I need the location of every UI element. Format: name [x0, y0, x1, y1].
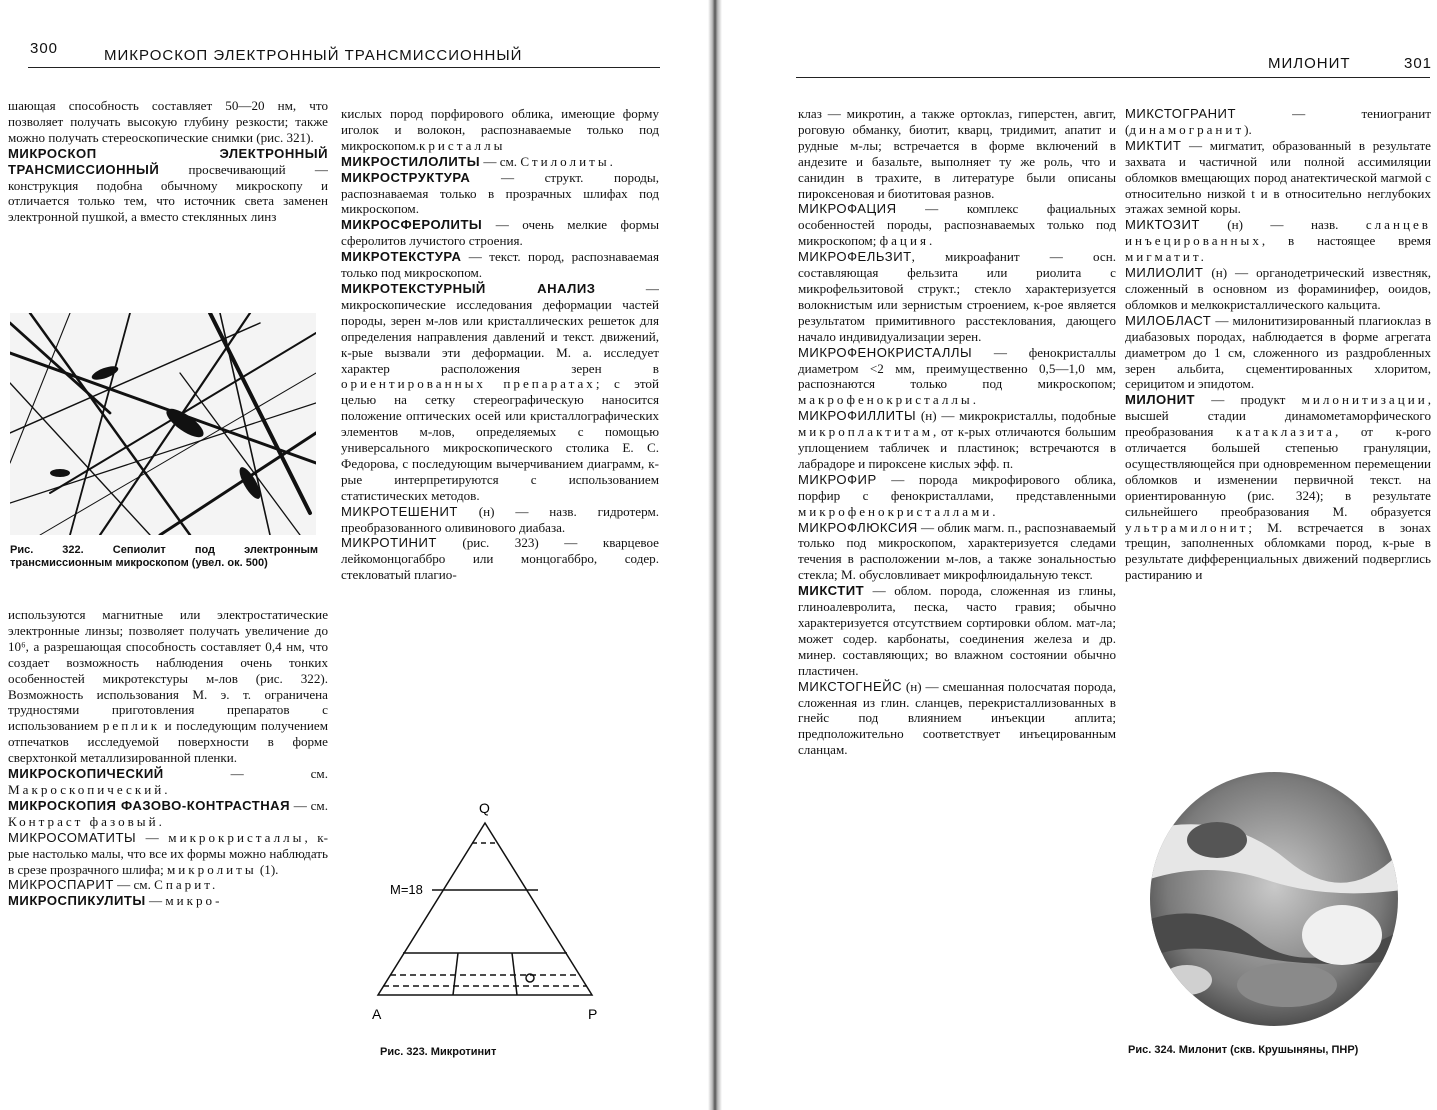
entry-term: МИКРОТЕШЕНИТ	[341, 503, 458, 519]
dictionary-entry	[341, 106, 659, 154]
spaced-reference: мигматит.	[1125, 249, 1207, 265]
spaced-reference: реплик	[102, 718, 161, 734]
entry-term: МИКТОЗИТ	[1125, 217, 1200, 233]
spaced-reference: макрофенокристаллы.	[798, 392, 979, 408]
spaced-reference: микрофенокристаллами.	[798, 503, 999, 519]
left-col1-bottom	[8, 607, 328, 1057]
header-rule-right	[796, 77, 1430, 78]
dictionary-entry	[798, 106, 1116, 201]
dictionary-entry	[8, 98, 328, 146]
entry-text: — текст. пород, распознаваемая только под микроскопом.	[341, 249, 659, 281]
entry-text: (1).	[256, 861, 279, 877]
entry-text: — милонитизированный плагиоклаз в диабазовых породах, наблюдается в форме агрегата диаметром до 1 см, сложенного из раздробленных зерен альбита, сцементированных хлоритом, серицитом и эпидотом.	[1125, 312, 1431, 392]
m-value-label: M=18	[390, 882, 423, 897]
spaced-reference: Макроскопический.	[8, 781, 171, 797]
entry-text: — см.	[113, 877, 155, 893]
entry-text: и последующим получением отпечатков исследуемой поверхности в форме сверхтонкой металлизированной пленки.	[8, 718, 328, 766]
figure-322-caption: Рис. 322. Сепиолит под электронным трансмиссионным микроскопом (увел. ок. 500)	[10, 544, 318, 569]
entry-text: просвечивающий — конструкция подобна обычному микроскопу и отличается только тем, что источник света заменен электронной пушкой, а вместо стеклянных линз	[8, 161, 328, 225]
entry-term: МИКСТОГНЕЙС	[798, 678, 903, 694]
dictionary-entry	[8, 798, 328, 830]
entry-text: шающая способность составляет 50—20 нм, что позволяет получать высокую глубину резкости; также можно получать стереоскопические снимки (рис. 321).	[8, 98, 328, 145]
entry-term: МИКСТИТ	[798, 583, 865, 599]
right-col2	[1125, 106, 1431, 726]
entry-term: МИКРОСКОПИЯ ФАЗОВО-КОНТРАСТНАЯ	[8, 797, 291, 813]
entry-term: МИКРОФИР	[798, 471, 877, 487]
entry-term: МИКРОСТРУКТУРА	[341, 169, 471, 185]
entry-text: —	[145, 893, 166, 909]
dictionary-entry	[798, 201, 1116, 249]
entry-text: ).	[1244, 121, 1252, 137]
entry-term: МИЛОБЛАСТ	[1125, 312, 1212, 328]
entry-term: МИЛОНИТ	[1125, 392, 1196, 408]
dictionary-entry	[341, 154, 659, 170]
entry-text: , высшей стадии динамометаморфического преобразования	[1125, 392, 1431, 440]
running-head-left: МИКРОСКОП ЭЛЕКТРОННЫЙ ТРАНСМИССИОННЫЙ	[104, 47, 523, 64]
dictionary-entry	[1125, 392, 1431, 583]
entry-text: , в настоящее время	[1261, 233, 1431, 249]
spaced-reference: Контраст фазовый.	[8, 813, 165, 829]
dictionary-entry	[341, 504, 659, 536]
entry-text: , от к-рых отличаются большим уплощением табличек и пластинок; встречаются в лабрадоре и пироксене кислых эфф. п.	[798, 424, 1116, 471]
dictionary-entry	[341, 217, 659, 249]
dictionary-entry	[798, 679, 1116, 759]
entry-text: , от к-рого отличается большей степенью грануляции, осуществляющейся при одновременном перемещении обломков и изменении первичной текст. на ориентированную (рис. 324); в результате сильнейшего преобразования М. образуется	[1125, 424, 1431, 519]
entry-text: (н) — назв. гидротерм. преобразованного оливинового диабаза.	[341, 503, 659, 535]
dictionary-entry	[798, 345, 1116, 409]
spaced-reference: ультрамилонит	[1125, 519, 1249, 535]
left-col1-top	[8, 98, 328, 310]
entry-text: — продукт	[1195, 392, 1302, 408]
spaced-reference: катаклазита	[1236, 424, 1335, 440]
figure-324-caption: Рис. 324. Милонит (скв. Крушыняны, ПНР)	[1128, 1044, 1359, 1056]
entry-text: (н) — смешанная полосчатая порода, сложенная из глин. сланцев, перекристаллизованных в гнейс под влиянием инъекции аплита; предположительно соответствует инъецированным сланцам.	[798, 678, 1116, 758]
dictionary-entry	[1125, 138, 1431, 218]
entry-term: МИКРОТИНИТ	[341, 535, 437, 551]
entry-term: МИКРОФЕЛЬЗИТ	[798, 249, 912, 265]
dictionary-entry	[8, 830, 328, 878]
spaced-reference: милонитизации	[1301, 392, 1428, 408]
entry-term: МИКРОСТИЛОЛИТЫ	[341, 153, 481, 169]
right-col1	[798, 106, 1116, 1066]
figure-323-ternary-diagram	[360, 795, 620, 1030]
dictionary-entry	[341, 281, 659, 504]
corner-a-label: A	[372, 1006, 382, 1022]
entry-text: используются магнитные или электростатические электронные линзы; позволяет получать увеличение до 10⁶, а разрешающая способность составляет 0,4 нм, что создает возможность наблюдения очень тонких особенностей микротекстуры м-лов (рис. 322). Возможность использования М. э. т. ограничена трудностями приготовления препаратов с использованием	[8, 607, 328, 734]
left-page	[0, 0, 712, 1110]
entry-text: , микроафанит — осн. составляющая фельзита или риолита с микрофельзитовой структ.; стекло характеризуется волокнистым или зернистым строением, к-рое является результатом примитивного расстеклования, дающего начало индивидуализации зерен.	[798, 249, 1116, 344]
entry-text: (рис. 323) — кварцевое лейкомонцогаббро или монцогаббро, содер. стекловатый плагио-	[341, 535, 659, 583]
entry-text: клаз — микротин, а также ортоклаз, гиперстен, авгит, роговую обманку, биотит, кварц, тридимит, апатит и рудные м-лы; встречается в форме включений в андезите и базальте, выполняет ту же роль, что и санидин в трахите, в литературе были описаны пироксеновая и биотитовая разнов.	[798, 106, 1116, 201]
figure-324-mylonite-photo	[1147, 770, 1402, 1028]
dictionary-entry	[8, 146, 328, 226]
dictionary-entry	[1125, 265, 1431, 313]
spaced-reference: кристаллы	[419, 137, 506, 153]
spaced-reference: фация.	[879, 233, 936, 249]
entry-term: МИКРОФЛЮКСИЯ	[798, 519, 918, 535]
right-page	[722, 0, 1437, 1110]
entry-term: МИКРОФАЦИЯ	[798, 201, 897, 217]
dictionary-entry	[798, 520, 1116, 584]
entry-term: МИКРОТЕКСТУРНЫЙ АНАЛИЗ	[341, 280, 596, 296]
dictionary-entry	[8, 877, 328, 893]
figure-323-caption: Рис. 323. Микротинит	[380, 1046, 497, 1058]
entry-text: —	[136, 829, 169, 845]
entry-text: — структ. породы, распознаваемая только в прозрачных шлифах под микроскопом.	[341, 169, 659, 217]
entry-text: , к-рые настолько малы, что все их формы можно наблюдать в срезе прозрачного шлифа;	[8, 829, 328, 877]
header-rule-left	[28, 67, 660, 68]
spaced-reference: микро-	[165, 893, 223, 909]
spaced-reference: ориентированных препаратах	[341, 376, 596, 392]
entry-term: МИКРОСОМАТИТЫ	[8, 829, 137, 845]
entry-term: МИКРОСКОПИЧЕСКИЙ	[8, 766, 164, 782]
entry-term: МИКРОФЕНОКРИСТАЛЛЫ	[798, 344, 973, 360]
dictionary-entry	[798, 249, 1116, 344]
apex-q-label: Q	[479, 800, 490, 816]
dictionary-entry	[341, 170, 659, 218]
entry-term: МИЛИОЛИТ	[1125, 265, 1204, 281]
entry-term: МИКСТОГРАНИТ	[1125, 106, 1236, 121]
dictionary-entry	[341, 535, 659, 583]
sepiolite-micrograph	[10, 313, 316, 535]
page-number-right: 301	[1404, 55, 1433, 72]
entry-term: МИКТИТ	[1125, 137, 1182, 153]
entry-text: — облом. порода, сложенная из глины, глиноалевролита, песка, часто гравия; обычно характеризуется отсутствием сортировки облом. мат-ла; может содер. карбонаты, соединения железа и др. минер. составляющих; во влажном состоянии обычно пластичен.	[798, 583, 1116, 678]
entry-text: — см.	[290, 797, 328, 813]
spaced-reference: сланцев инъецированных	[1125, 217, 1431, 249]
entry-text: — комплекс фациальных особенностей породы, распознаваемых только под микроскопом;	[798, 201, 1116, 249]
figure-322-photo	[10, 313, 316, 535]
entry-text: — порода микрофирового облика, порфир с фенокристаллами, представленными	[798, 471, 1116, 503]
dictionary-entry	[1125, 106, 1431, 138]
entry-term: МИКРОСКОП ЭЛЕКТРОННЫЙ ТРАНСМИССИОННЫЙ	[8, 145, 328, 177]
spaced-reference: микролиты	[167, 861, 257, 877]
left-col2	[341, 106, 659, 774]
entry-term: МИКРОТЕКСТУРА	[341, 249, 462, 265]
entry-term: МИКРОСПИКУЛИТЫ	[8, 893, 146, 909]
spaced-reference: Стилолиты.	[520, 153, 616, 169]
dictionary-entry	[1125, 217, 1431, 265]
entry-text: кислых пород порфирового облика, имеющие форму иголок и волокон, распознаваемые только под микроскопом.	[341, 106, 659, 153]
entry-text: — облик магм. п., распознаваемый только под микроскопом, характеризуется следами течения в расположении м-лов, а также зональностью стекла; М. обусловливает микрофлюидальную текст.	[798, 519, 1116, 583]
dictionary-entry	[8, 893, 328, 909]
running-head-right: МИЛОНИТ	[1268, 55, 1351, 72]
entry-text: — мигматит, образованный в результате захвата и частичной или полной ассимиляции обломков вмещающих пород анатектической магмой с относительно низкой t и в относительно неглубоких этажах земной коры.	[1125, 137, 1431, 217]
dictionary-entry	[8, 766, 328, 798]
dictionary-entry	[8, 607, 328, 766]
spaced-reference: динамогранит	[1129, 121, 1245, 137]
entry-text: — очень мелкие формы сферолитов лучистого строения.	[341, 217, 659, 249]
entry-term: МИКРОСФЕРОЛИТЫ	[341, 217, 483, 233]
entry-term: МИКРОФИЛЛИТЫ	[798, 408, 917, 424]
dictionary-entry	[798, 583, 1116, 678]
book-gutter	[708, 0, 722, 1110]
entry-text: — микроскопические исследования деформации частей породы, зерен м-лов или кристаллических решеток для определения направления давлений и текст. движений, к-рые вызвали эти деформации. М. а. исследует характер расположения зерен в	[341, 280, 659, 376]
spaced-reference: микроплактитам	[798, 424, 933, 440]
entry-text: — см.	[163, 766, 328, 782]
entry-term: МИКРОСПАРИТ	[8, 877, 114, 893]
dictionary-entry	[798, 472, 1116, 520]
spaced-reference: Спарит.	[154, 877, 219, 893]
entry-text: (н) — микрокристаллы, подобные	[916, 408, 1116, 424]
entry-text: (н) — назв.	[1199, 217, 1366, 233]
entry-text: — фенокристаллы диаметром <2 мм, преимущественно 0,5—1,0 мм, распознаются только под микроскопом;	[798, 344, 1116, 392]
dictionary-entry	[1125, 313, 1431, 393]
corner-p-label: P	[588, 1006, 598, 1022]
entry-text: ; М. встречается в зонах трещин, заполненных обломками пород, к-рые в результате дифференциальных движений подверглись растиранию и	[1125, 519, 1431, 583]
entry-text: — см.	[480, 153, 521, 169]
dictionary-entry	[798, 408, 1116, 472]
entry-text: ; с этой целью на сетку стереографическую наносится положение оптических осей или кристаллографических элементов м-лов, определяемых с помощью универсального микроскопического столика Е. С. Федорова, с последующим вычерчиванием диаграмм, к-рые интерпретируются с использованием статистических методов.	[341, 376, 659, 503]
spaced-reference: микрокристаллы	[168, 829, 305, 845]
entry-text: — тениогранит (	[1125, 106, 1431, 137]
dictionary-entry	[341, 249, 659, 281]
entry-text: (н) — органодетрический известняк, сложенный в основном из фораминифер, ооидов, обломков и мелкокристаллического кальцита.	[1125, 265, 1431, 312]
page-number-left: 300	[30, 40, 59, 57]
